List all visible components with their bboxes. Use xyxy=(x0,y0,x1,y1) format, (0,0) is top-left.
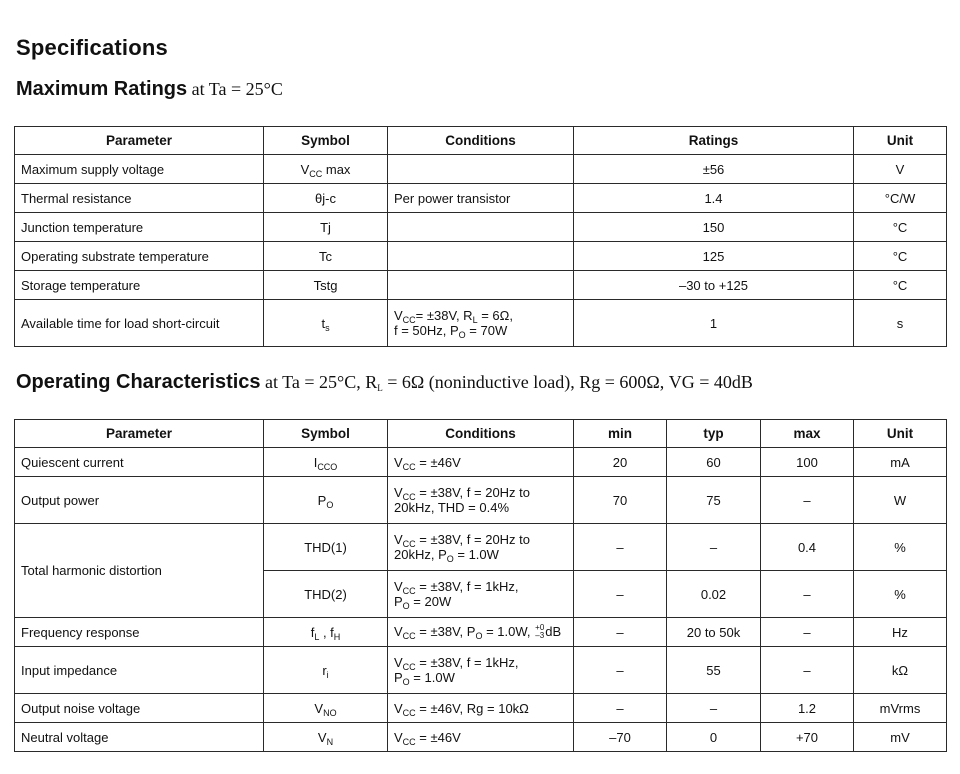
unit-cell: V xyxy=(854,155,947,184)
param-cell: Neutral voltage xyxy=(15,723,264,752)
conditions-cell: $V_{CC} = \pm 38V$, $P_O = 1.0W$, +0 –3 dB xyxy=(388,618,574,647)
conditions-cell: $V_{CC} = \pm 38V$, f = 20Hz to 20kHz, $P_O = 1.0W$ xyxy=(388,524,574,571)
table-row xyxy=(15,271,947,300)
typ-cell: 60 xyxy=(667,448,761,477)
col-header: Conditions xyxy=(388,420,574,448)
unit-cell: % xyxy=(854,571,947,618)
rating-cell: 1 xyxy=(574,300,854,347)
unit-cell: °C xyxy=(854,213,947,242)
symbol-cell: $r_i$ xyxy=(264,647,388,694)
max-cell: 1.2 xyxy=(761,694,854,723)
rating-cell: 1.4 xyxy=(574,184,854,213)
min-cell: – xyxy=(574,524,667,571)
unit-cell: W xyxy=(854,477,947,524)
table-row xyxy=(15,184,947,213)
param-cell: Thermal resistance xyxy=(15,184,264,213)
min-cell: – xyxy=(574,694,667,723)
unit-cell: °C/W xyxy=(854,184,947,213)
table-row xyxy=(15,300,947,347)
param-cell: Input impedance xyxy=(15,647,264,694)
table-row xyxy=(15,647,947,694)
table-row xyxy=(15,155,947,184)
symbol-cell: $I_{CCO}$ xyxy=(264,448,388,477)
conditions-cell: $V_{CC}= \pm 38V$, $R_L = 6\Omega$, f = 50Hz, $P_O = 70W$ xyxy=(388,300,574,347)
min-cell: – xyxy=(574,571,667,618)
unit-cell: mA xyxy=(854,448,947,477)
unit-cell: mV xyxy=(854,723,947,752)
conditions-cell xyxy=(388,242,574,271)
page-title: Specifications xyxy=(16,35,168,60)
conditions-cell: $V_{CC} = \pm 38V$, f = 1kHz, $P_O = 1.0W$ xyxy=(388,647,574,694)
op-char-title: Operating Characteristics xyxy=(16,371,261,393)
symbol-cell: $P_O$ xyxy=(264,477,388,524)
param-cell: Output power xyxy=(15,477,264,524)
col-header: Parameter xyxy=(15,127,264,155)
symbol-cell: $V_N$ xyxy=(264,723,388,752)
param-cell: Total harmonic distortion xyxy=(15,524,264,618)
col-header: Symbol xyxy=(264,127,388,155)
col-header: Unit xyxy=(854,420,947,448)
op-char-table xyxy=(14,419,947,752)
tolerance-fraction: +0 –3 xyxy=(535,623,545,641)
conditions-cell: $V_{CC} = \pm 46V$ xyxy=(388,448,574,477)
table-row xyxy=(15,477,947,524)
unit-cell: % xyxy=(854,524,947,571)
table-row xyxy=(15,723,947,752)
max-ratings-title: Maximum Ratings xyxy=(16,78,188,100)
symbol-cell: Tj xyxy=(264,213,388,242)
symbol-cell: Tstg xyxy=(264,271,388,300)
op-char-condition: at Ta = 25°C, $R_L = 6\Omega$ (noninductive load), Rg = 600Ω, VG = 40dB xyxy=(264,372,753,393)
col-header: Unit xyxy=(854,127,947,155)
min-cell: – xyxy=(574,618,667,647)
col-header: typ xyxy=(667,420,761,448)
min-cell: –70 xyxy=(574,723,667,752)
param-cell: Storage temperature xyxy=(15,271,264,300)
rating-cell: 125 xyxy=(574,242,854,271)
typ-cell: – xyxy=(667,694,761,723)
conditions-cell: $V_{CC} = \pm 38V$, f = 20Hz to 20kHz, THD = 0.4% xyxy=(388,477,574,524)
conditions-cell: Per power transistor xyxy=(388,184,574,213)
unit-cell: mVrms xyxy=(854,694,947,723)
param-cell: Output noise voltage xyxy=(15,694,264,723)
typ-cell: 75 xyxy=(667,477,761,524)
conditions-cell xyxy=(388,271,574,300)
col-header: Parameter xyxy=(15,420,264,448)
rating-cell: ±56 xyxy=(574,155,854,184)
conditions-cell: $V_{CC} = \pm 46V$ xyxy=(388,723,574,752)
max-cell: 0.4 xyxy=(761,524,854,571)
typ-cell: 55 xyxy=(667,647,761,694)
typ-cell: – xyxy=(667,524,761,571)
table-row xyxy=(15,618,947,647)
symbol-cell: $V_{NO}$ xyxy=(264,694,388,723)
op-char-heading xyxy=(16,371,753,394)
conditions-cell xyxy=(388,213,574,242)
unit-cell: °C xyxy=(854,271,947,300)
unit-cell: °C xyxy=(854,242,947,271)
table-row xyxy=(15,242,947,271)
col-header: Symbol xyxy=(264,420,388,448)
table-row xyxy=(15,448,947,477)
conditions-cell xyxy=(388,155,574,184)
table-row xyxy=(15,524,947,571)
col-header: max xyxy=(761,420,854,448)
min-cell: 70 xyxy=(574,477,667,524)
symbol-cell: $f_L$ , $f_H$ xyxy=(264,618,388,647)
table-row xyxy=(15,213,947,242)
rating-cell: –30 to +125 xyxy=(574,271,854,300)
param-cell: Maximum supply voltage xyxy=(15,155,264,184)
typ-cell: 0.02 xyxy=(667,571,761,618)
table-header-row xyxy=(15,420,947,448)
max-cell: – xyxy=(761,647,854,694)
symbol-cell: THD(2) xyxy=(264,571,388,618)
table-header-row xyxy=(15,127,947,155)
col-header: Conditions xyxy=(388,127,574,155)
col-header: min xyxy=(574,420,667,448)
min-cell: 20 xyxy=(574,448,667,477)
min-cell: – xyxy=(574,647,667,694)
unit-cell: kΩ xyxy=(854,647,947,694)
param-cell: Junction temperature xyxy=(15,213,264,242)
symbol-cell: θj-c xyxy=(264,184,388,213)
max-cell: – xyxy=(761,571,854,618)
rating-cell: 150 xyxy=(574,213,854,242)
max-ratings-table xyxy=(14,126,947,347)
param-cell: Available time for load short-circuit xyxy=(15,300,264,347)
max-cell: – xyxy=(761,618,854,647)
param-cell: Frequency response xyxy=(15,618,264,647)
max-cell: 100 xyxy=(761,448,854,477)
typ-cell: 20 to 50k xyxy=(667,618,761,647)
max-ratings-condition: at Ta = 25°C xyxy=(191,79,283,99)
conditions-cell: $V_{CC} = \pm 38V$, f = 1kHz, $P_O = 20W$ xyxy=(388,571,574,618)
table-row xyxy=(15,694,947,723)
max-cell: – xyxy=(761,477,854,524)
param-cell: Quiescent current xyxy=(15,448,264,477)
max-ratings-heading xyxy=(16,78,283,101)
max-cell: +70 xyxy=(761,723,854,752)
unit-cell: Hz xyxy=(854,618,947,647)
symbol-cell: $t_s$ xyxy=(264,300,388,347)
symbol-cell: Tc xyxy=(264,242,388,271)
typ-cell: 0 xyxy=(667,723,761,752)
conditions-cell: $V_{CC} = \pm 46V$, Rg = 10kΩ xyxy=(388,694,574,723)
symbol-cell: THD(1) xyxy=(264,524,388,571)
symbol-cell: $V_{CC}$ max xyxy=(264,155,388,184)
unit-cell: s xyxy=(854,300,947,347)
param-cell: Operating substrate temperature xyxy=(15,242,264,271)
col-header: Ratings xyxy=(574,127,854,155)
